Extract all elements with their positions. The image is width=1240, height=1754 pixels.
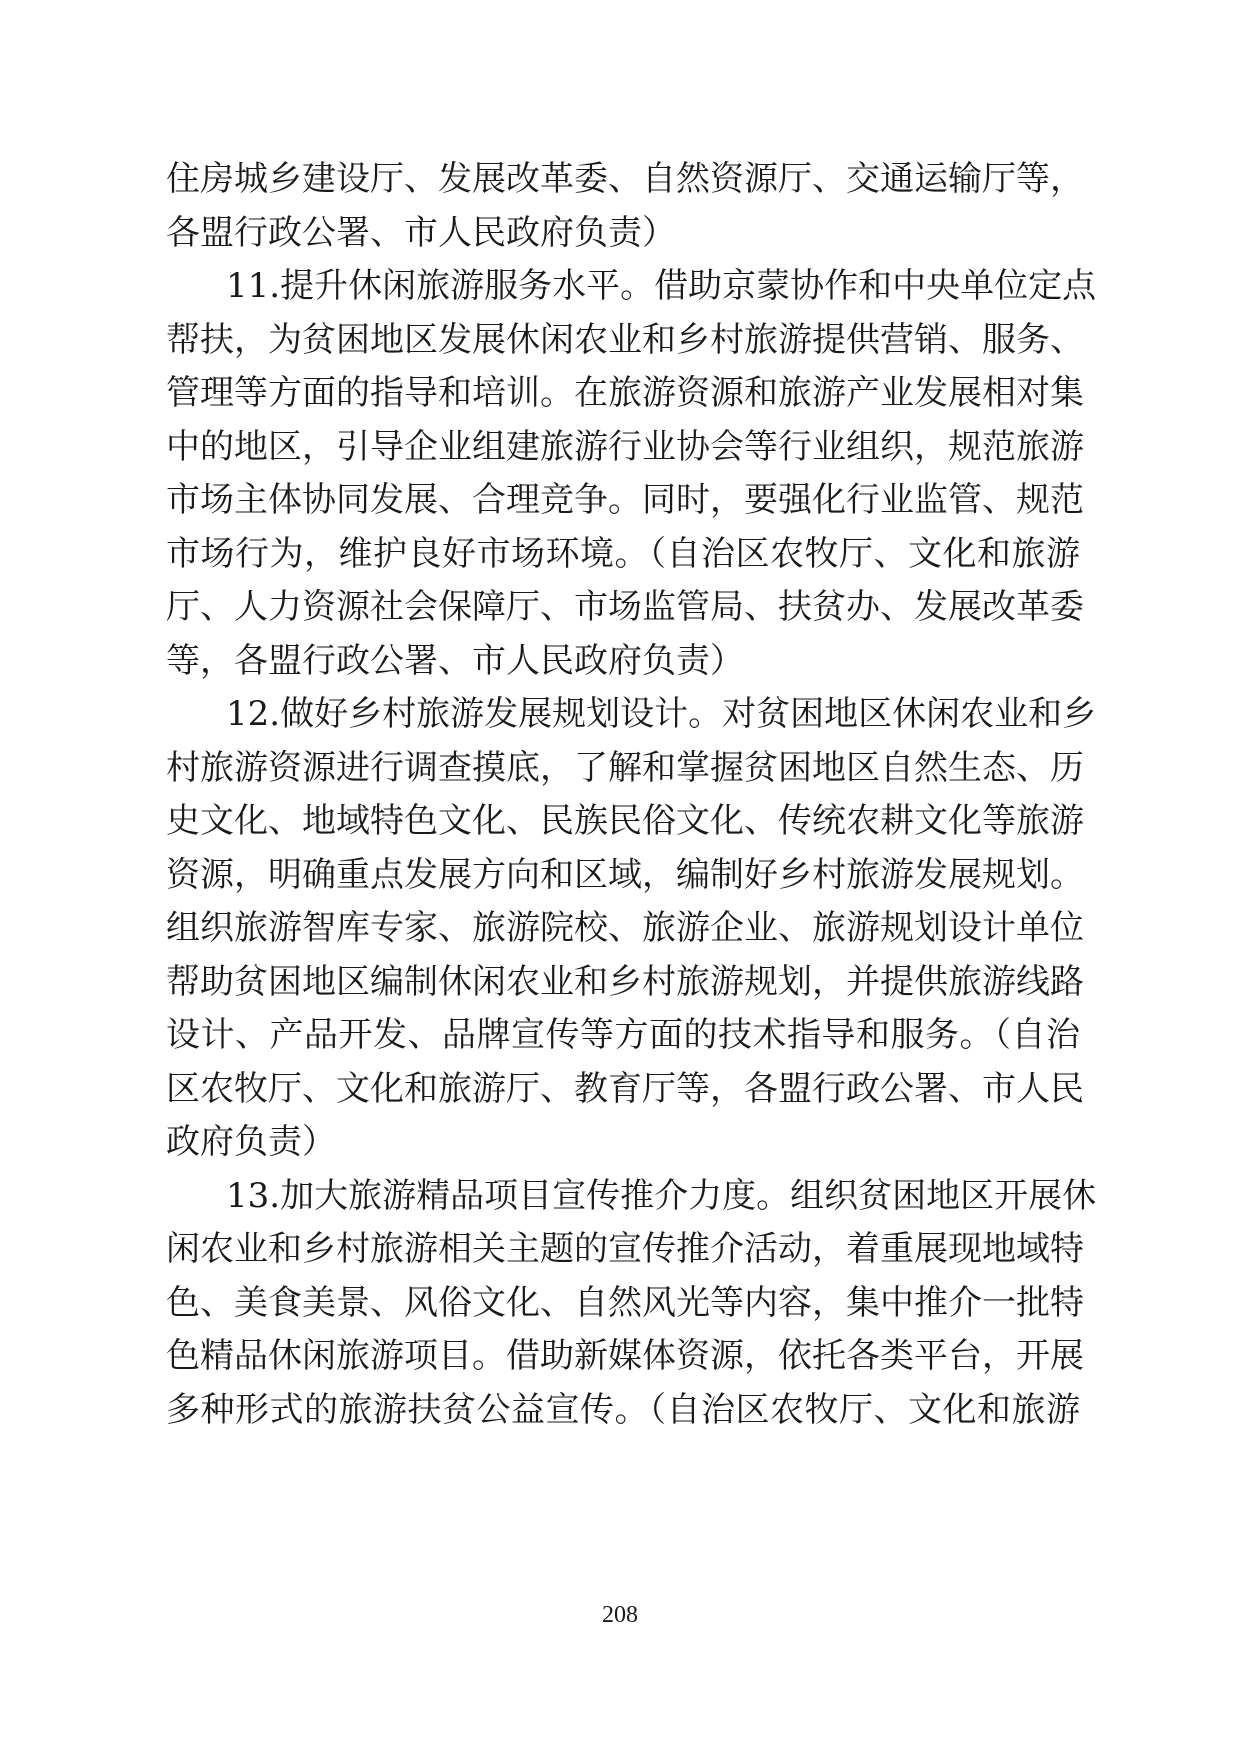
text-line: 色精品休闲旅游项目。借助新媒体资源，依托各类平台，开展 xyxy=(166,1336,1084,1376)
text-line: 等，各盟行政公署、市人民政府负责） xyxy=(166,641,744,681)
text-line: 帮扶，为贫困地区发展休闲农业和乡村旅游提供营销、服务、 xyxy=(166,320,1084,360)
text-line: 资源，明确重点发展方向和区域，编制好乡村旅游发展规划。 xyxy=(166,855,1084,895)
paragraph-13-start: 13.加大旅游精品项目宣传推介力度。组织贫困地区开展休 xyxy=(226,1176,1097,1216)
text-line: 厅、人力资源社会保障厅、市场监管局、扶贫办、发展改革委 xyxy=(166,587,1084,627)
text-line: 村旅游资源进行调查摸底，了解和掌握贫困地区自然生态、历 xyxy=(166,748,1084,788)
text-line: 市场行为，维护良好市场环境。（自治区农牧厅、文化和旅游 xyxy=(166,534,1080,574)
paragraph-11-start: 11.提升休闲旅游服务水平。借助京蒙协作和中央单位定点 xyxy=(226,266,1097,306)
paragraph-12-start: 12.做好乡村旅游发展规划设计。对贫困地区休闲农业和乡 xyxy=(226,694,1097,734)
text-line: 住房城乡建设厅、发展改革委、自然资源厅、交通运输厅等， xyxy=(166,159,1084,199)
page-number: 208 xyxy=(602,1602,638,1628)
text-line: 色、美食美景、风俗文化、自然风光等内容，集中推介一批特 xyxy=(166,1283,1084,1323)
text-line: 设计、产品开发、品牌宣传等方面的技术指导和服务。（自治 xyxy=(166,1015,1080,1055)
text-line: 帮助贫困地区编制休闲农业和乡村旅游规划，并提供旅游线路 xyxy=(166,962,1084,1002)
text-line: 各盟行政公署、市人民政府负责） xyxy=(166,213,676,253)
text-line: 管理等方面的指导和培训。在旅游资源和旅游产业发展相对集 xyxy=(166,373,1084,413)
text-line: 组织旅游智库专家、旅游院校、旅游企业、旅游规划设计单位 xyxy=(166,908,1084,948)
text-line: 政府负责） xyxy=(166,1122,336,1162)
text-line: 闲农业和乡村旅游相关主题的宣传推介活动，着重展现地域特 xyxy=(166,1229,1084,1269)
text-line: 区农牧厅、文化和旅游厅、教育厅等，各盟行政公署、市人民 xyxy=(166,1069,1084,1109)
text-line: 多种形式的旅游扶贫公益宣传。（自治区农牧厅、文化和旅游 xyxy=(166,1390,1080,1430)
text-line: 史文化、地域特色文化、民族民俗文化、传统农耕文化等旅游 xyxy=(166,801,1084,841)
text-line: 市场主体协同发展、合理竞争。同时，要强化行业监管、规范 xyxy=(166,480,1084,520)
text-line: 中的地区，引导企业组建旅游行业协会等行业组织，规范旅游 xyxy=(166,427,1084,467)
